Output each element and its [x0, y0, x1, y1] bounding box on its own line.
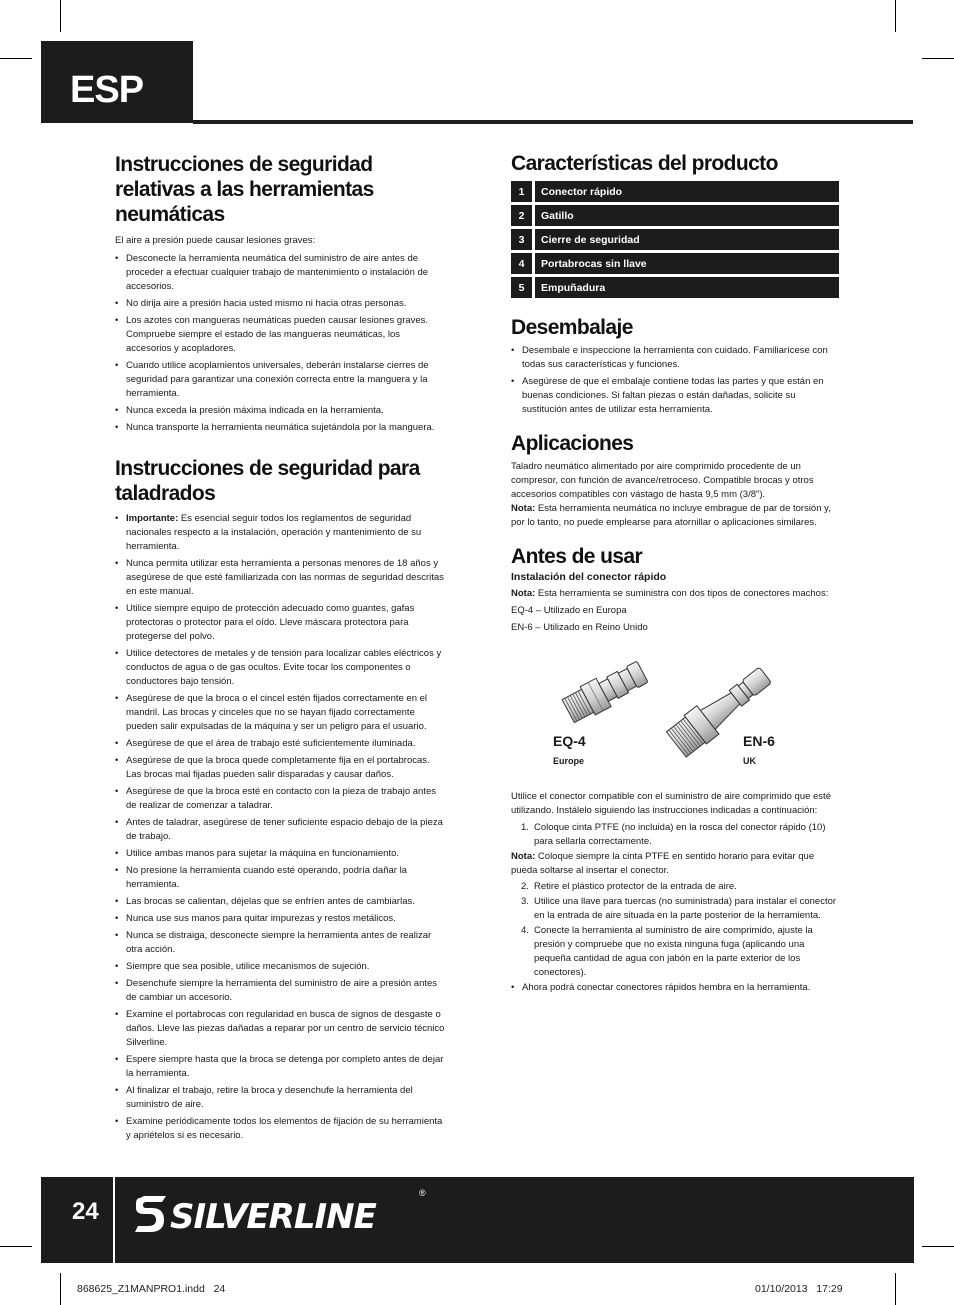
before-use-heading: Antes de usar	[511, 545, 643, 568]
part-label: Portabrocas sin llave	[535, 253, 839, 274]
list-item	[115, 512, 447, 554]
list-item: • Asegúrese de que la broca o el cincel estén fijados correctamente en el mandril. Las brocas y cinceles que no se hayan fijado correctamente pueden salir expulsadas de la máquina y ser un peligro para el usuario.	[115, 692, 447, 734]
eq4-caption-sub: Europe	[553, 756, 585, 766]
crop-mark	[0, 58, 32, 59]
applications-note	[511, 502, 841, 530]
unpacking-list	[511, 344, 841, 417]
step-number: 4.	[521, 925, 529, 936]
features-table	[511, 181, 839, 301]
list-item: • Nunca use sus manos para quitar impurezas y restos metálicos.	[115, 912, 447, 926]
connector-instructions-intro: Utilice el conector compatible con el suministro de aire comprimido que esté utilizando. Instálelo siguiendo las instrucciones indicadas a continuación:	[511, 791, 831, 816]
part-label: Conector rápido	[535, 181, 839, 202]
list-item: • Utilice ambas manos para sujetar la máquina en funcionamiento.	[115, 847, 447, 861]
list-item: • Desconecte la herramienta neumática del suministro de aire antes de proceder a efectuar cualquier trabajo de mantenimiento o instalación de accesorios.	[115, 252, 447, 294]
list-item: • Al finalizar el trabajo, retire la broca y desenchufe la herramienta del suministro de aire.	[115, 1084, 447, 1112]
step-text: Conecte la herramienta al suministro de aire comprimido, ajuste la presión y compruebe que no exista ninguna fuga (aplicando una pequeña cantidad de agua con jabón en la parte exterior de los conectores).	[534, 925, 813, 978]
logo-wordmark: SILVERLINE	[170, 1197, 376, 1236]
list-item: • Las brocas se calientan, déjelas que se enfríen antes de cambiarlas.	[115, 895, 447, 909]
list-item: • Nunca transporte la herramienta neumática sujetándola por la manguera.	[115, 421, 447, 435]
step-number: 1.	[521, 822, 529, 833]
table-row	[511, 277, 839, 298]
eq4-connector-icon	[561, 658, 650, 725]
step-note	[511, 850, 841, 878]
part-label: Cierre de seguridad	[535, 229, 839, 250]
part-number: 3	[511, 229, 532, 250]
note-label: Nota:	[511, 503, 536, 514]
safety-drilling-heading: Instrucciones de seguridad para taladrados	[115, 457, 420, 505]
table-row	[511, 181, 839, 202]
part-number: 2	[511, 205, 532, 226]
list-item: • Los azotes con mangueras neumáticas pueden causar lesiones graves. Compruebe siempre el estado de las mangueras neumáticas, los accesorios y acopladores.	[115, 314, 447, 356]
list-item: • Nunca permita utilizar esta herramienta a personas menores de 18 años y asegúrese de que esté familiarizada con las normas de seguridad descritas en este manual.	[115, 557, 447, 599]
part-number: 5	[511, 277, 532, 298]
important-text: Es esencial seguir todos los reglamentos de seguridad nacionales respecto a la instalación, operación y mantenimiento de su herramienta.	[126, 513, 422, 552]
language-code: ESP	[70, 69, 144, 111]
part-label: Empuñadura	[535, 277, 839, 298]
list-item: • Antes de taladrar, asegúrese de tener suficiente espacio debajo de la pieza de trabajo.	[115, 816, 447, 844]
steps-list-2	[511, 880, 841, 980]
safety-pneumatic-list	[115, 252, 447, 435]
list-item: • Desembale e inspeccione la herramienta con cuidado. Familiarícese con todas sus características y funciones.	[511, 344, 841, 372]
right-column-upper	[511, 315, 841, 635]
list-item: • Asegúrese de que la broca quede completamente fija en el portabrocas. Las brocas mal fijadas pueden salir disparadas y causar daños.	[115, 754, 447, 782]
registered-mark: ®	[419, 1188, 426, 1198]
note-label: Nota:	[511, 851, 536, 862]
en6-caption-sub: UK	[743, 756, 756, 766]
step-text: Utilice una llave para tuercas (no suministrada) para instalar el conector en la entrada de aire situada en la parte posterior de la herramienta.	[534, 896, 837, 921]
crop-mark	[922, 58, 954, 59]
safety-drilling-list	[115, 512, 447, 1143]
safety-intro: El aire a presión puede causar lesiones graves:	[115, 235, 316, 246]
crop-mark	[0, 1246, 32, 1247]
date-info: 01/10/2013 17:29	[755, 1283, 843, 1295]
list-item: • Utilice detectores de metales y de tensión para localizar cables eléctricos y conductos de agua o de gas ocultos. Evite tocar los componentes o conductores bajo tensión.	[115, 647, 447, 689]
file-info: 868625_Z1MANPRO1.indd 24	[77, 1283, 226, 1295]
applications-heading: Aplicaciones	[511, 432, 634, 455]
table-row	[511, 253, 839, 274]
important-label: Importante:	[126, 513, 179, 524]
list-item: • No dirija aire a presión hacia usted mismo ni hacia otras personas.	[115, 297, 447, 311]
list-item: • Asegúrese de que el embalaje contiene todas las partes y que están en buenas condiciones. Si faltan piezas o están dañadas, solicite su sustitución antes de utilizar esta herramienta.	[511, 375, 841, 417]
en6-caption: EN-6	[743, 733, 775, 749]
list-item: • Nunca se distraiga, desconecte siempre la herramienta antes de realizar otra acción.	[115, 929, 447, 957]
note-label: Nota:	[511, 588, 536, 599]
step-text: Retire el plástico protector de la entrada de aire.	[534, 881, 737, 892]
footer-divider	[113, 1177, 115, 1263]
features-heading: Características del producto	[511, 152, 778, 175]
page-number: 24	[72, 1198, 99, 1225]
list-item: • Examine periódicamente todos los elementos de fijación de su herramienta y apriételos si es necesario.	[115, 1115, 447, 1143]
note-text: Esta herramienta neumática no incluye embrague de par de torsión y, por lo tanto, no puede emplearse para atornillar o aplicaciones similares.	[511, 503, 831, 528]
list-item: • No presione la herramienta cuando esté operando, podría dañar la herramienta.	[115, 864, 447, 892]
list-item: • Utilice siempre equipo de protección adecuado como guantes, gafas protectoras o protector para el oído. Lleve máscara protectora para protegerse del polvo.	[115, 602, 447, 644]
part-label: Gatillo	[535, 205, 839, 226]
en6-line: EN-6 – Utilizado en Reino Unido	[511, 622, 648, 633]
list-item: • Espere siempre hasta que la broca se detenga por completo antes de dejar la herramienta.	[115, 1053, 447, 1081]
crop-mark	[922, 1246, 954, 1247]
crop-mark	[60, 0, 61, 32]
list-item: • Nunca exceda la presión máxima indicada en la herramienta.	[115, 404, 447, 418]
table-row	[511, 205, 839, 226]
silverline-logo	[132, 1186, 432, 1236]
table-row	[511, 229, 839, 250]
safety-pneumatic-heading: Instrucciones de seguridad relativas a las herramientas neumáticas	[115, 153, 374, 226]
list-item: • Cuando utilice acoplamientos universales, deberán instalarse cierres de seguridad para garantizar una conexión correcta entre la manguera y la herramienta.	[115, 359, 447, 401]
list-item: • Asegúrese de que el área de trabajo esté suficientemente iluminada.	[115, 737, 447, 751]
step-number: 3.	[521, 896, 529, 907]
connector-illustration	[545, 658, 815, 768]
list-item: • Ahora podrá conectar conectores rápidos hembra en la herramienta.	[511, 981, 841, 995]
note-text: Esta herramienta se suministra con dos tipos de conectores machos:	[535, 588, 829, 599]
step-text: Coloque cinta PTFE (no incluida) en la rosca del conector rápido (10) para sellarla correctamente.	[534, 822, 826, 847]
right-column-lower	[511, 790, 841, 998]
list-item	[511, 924, 841, 980]
logo-hook-icon	[135, 1196, 166, 1232]
part-number: 1	[511, 181, 532, 202]
step-number: 2.	[521, 881, 529, 892]
list-item	[511, 895, 841, 923]
left-column	[115, 152, 447, 1146]
eq4-caption: EQ-4	[553, 733, 586, 749]
header-rule	[193, 120, 913, 124]
unpacking-heading: Desembalaje	[511, 316, 633, 339]
eq4-line: EQ-4 – Utilizado en Europa	[511, 605, 627, 616]
crop-mark	[60, 1273, 61, 1305]
list-item	[511, 880, 841, 894]
quick-connector-subheading: Instalación del conector rápido	[511, 571, 667, 583]
applications-text: Taladro neumático alimentado por aire comprimido procedente de un compresor, con función de avance/retroceso. Compatible brocas y otros accesorios compatibles con vástago de hasta 9,5 mm (3/8").	[511, 461, 814, 500]
crop-mark	[895, 1273, 896, 1305]
list-item: • Examine el portabrocas con regularidad en busca de signos de desgaste o daños. Lleve las piezas dañadas a reparar por un centro de servicio técnico Silverline.	[115, 1008, 447, 1050]
list-item: • Desenchufe siempre la herramienta del suministro de aire a presión antes de cambiar un accesorio.	[115, 977, 447, 1005]
steps-list-1	[511, 821, 841, 849]
list-item: • Siempre que sea posible, utilice mecanismos de sujeción.	[115, 960, 447, 974]
crop-mark	[895, 0, 896, 32]
before-use-note	[511, 587, 841, 601]
note-text: Coloque siempre la cinta PTFE en sentido horario para evitar que pueda soltarse al insertar el conector.	[511, 851, 815, 876]
part-number: 4	[511, 253, 532, 274]
final-list	[511, 981, 841, 995]
list-item: • Asegúrese de que la broca esté en contacto con la pieza de trabajo antes de realizar de comenzar a taladrar.	[115, 785, 447, 813]
list-item	[511, 821, 841, 849]
